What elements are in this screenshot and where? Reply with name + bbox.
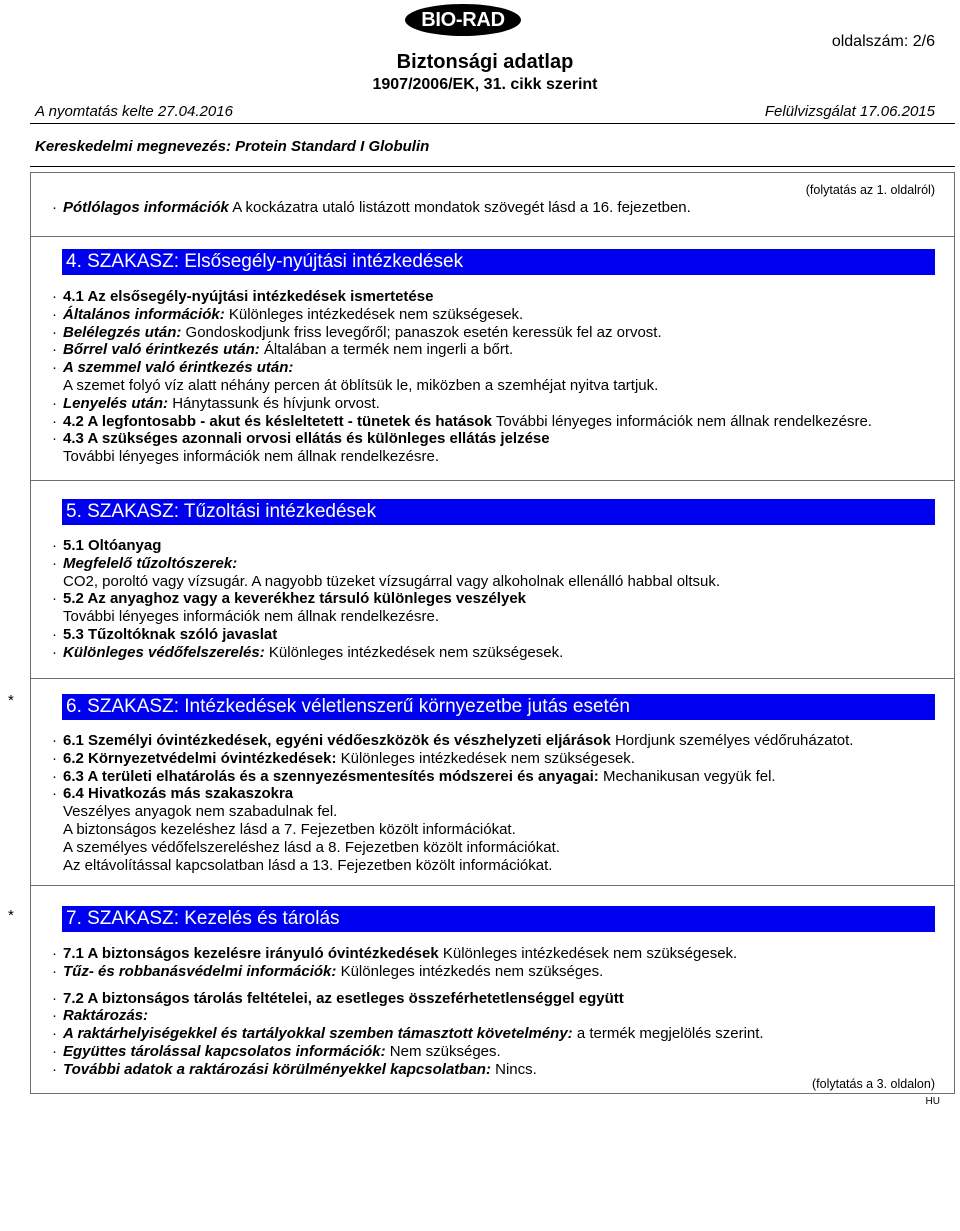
logo-text: BIO-RAD — [421, 9, 505, 31]
line-text: CO2, poroltó vagy vízsugár. A nagyobb tüzeket vízsugárral vagy alkoholnak ellenálló habbal oltsuk. — [63, 572, 721, 590]
line-text: A szemet folyó víz alatt néhány percen át öblítsük le, miközben a szemhéjat nyitva tartjuk. — [63, 376, 659, 394]
info-line — [31, 1061, 954, 1079]
line-text: Hánytassunk és hívjunk orvost. — [172, 394, 380, 412]
line-label: 6.4 Hivatkozás más szakaszokra — [63, 785, 294, 803]
section-header-bar — [62, 499, 935, 525]
bullet: · — [52, 199, 57, 216]
trade-name: Kereskedelmi megnevezés: Protein Standard I Globulin — [35, 138, 430, 155]
line-label: Általános információk: — [63, 305, 225, 323]
subsection-heading — [31, 732, 954, 750]
info-line — [31, 1025, 954, 1043]
section-body — [31, 199, 954, 217]
section-header-bar — [62, 249, 935, 275]
line-label: Pótlólagos információk — [63, 199, 229, 216]
subsection-heading — [31, 626, 954, 644]
bullet: · — [52, 341, 57, 359]
line-label: 5.2 Az anyaghoz vagy a keverékhez társuló különleges veszélyek — [63, 590, 527, 608]
subsection-heading — [31, 413, 954, 431]
subsection-heading — [31, 785, 954, 803]
line-label: Lenyelés után: — [63, 394, 169, 412]
line-label: A raktárhelyiségekkel és tartályokkal szemben támasztott követelmény: — [63, 1025, 573, 1043]
line-text: A személyes védőfelszereléshez lásd a 8. Fejezetben közölt információkat. — [63, 838, 560, 856]
line-label: 4.3 A szükséges azonnali orvosi ellátás és különleges ellátás jelzése — [63, 430, 550, 448]
line-text: Különleges intézkedés nem szükséges. — [340, 962, 604, 980]
line-label: 5.3 Tűzoltóknak szóló javaslat — [63, 625, 278, 643]
line-text: Általában a termék nem ingerli a bőrt. — [263, 341, 514, 359]
line-text: Az eltávolítással kapcsolatban lásd a 13. Fejezetben közölt információkat. — [63, 856, 553, 874]
continuation-line — [31, 377, 954, 395]
line-label: 6.2 Környezetvédelmi óvintézkedések: — [63, 749, 337, 767]
subsection-heading — [31, 990, 954, 1008]
line-label: Tűz- és robbanásvédelmi információk: — [63, 962, 337, 980]
bullet: · — [52, 288, 57, 305]
header-divider — [30, 166, 955, 167]
section-7 — [8, 885, 955, 1094]
line-label: További adatok a raktározási körülményekkel kapcsolatban: — [63, 1060, 491, 1078]
bullet: · — [52, 430, 57, 448]
line-label: Különleges védőfelszerelés: — [63, 643, 265, 661]
line-label: Megfelelő tűzoltószerek: — [63, 554, 238, 572]
section-header-bar — [62, 906, 935, 932]
bullet: · — [52, 1025, 57, 1043]
info-line — [31, 555, 954, 573]
document-title: Biztonsági adatlap — [396, 51, 574, 73]
info-line — [31, 1007, 954, 1025]
subsection-heading — [31, 430, 954, 448]
line-label: Belélegzés után: — [63, 323, 182, 341]
info-line — [31, 306, 954, 324]
bullet: · — [52, 394, 57, 412]
continuation-line — [31, 821, 954, 839]
bullet: · — [52, 989, 57, 1007]
section-body — [31, 537, 954, 662]
subsection-heading — [31, 288, 954, 306]
line-label: 4.2 A legfontosabb - akut és késleltetett - tünetek és hatások — [63, 412, 493, 430]
bullet: · — [52, 749, 57, 767]
bullet: · — [52, 625, 57, 643]
bio-rad-logo — [405, 4, 521, 36]
line-text: Különleges intézkedések nem szükségesek. — [442, 945, 738, 962]
line-text: Veszélyes anyagok nem szabadulnak fel. — [63, 803, 338, 821]
line-label: 4.1 Az elsősegély-nyújtási intézkedések ismertetése — [63, 288, 434, 305]
bullet: · — [52, 1007, 57, 1025]
continued-to-note: (folytatás a 3. oldalon) — [812, 1077, 935, 1091]
bullet: · — [52, 1060, 57, 1078]
bullet: · — [52, 554, 57, 572]
line-label: Bőrrel való érintkezés után: — [63, 341, 260, 359]
line-text: Nem szükséges. — [389, 1042, 501, 1060]
section-title: 6. SZAKASZ: Intézkedések véletlenszerű környezetbe jutás esetén — [66, 696, 630, 717]
bullet: · — [52, 732, 57, 749]
bullet: · — [52, 1042, 57, 1060]
line-text: További lényeges információk nem állnak rendelkezésre. — [63, 608, 440, 626]
line-text: Különleges intézkedések nem szükségesek. — [228, 305, 524, 323]
info-line — [31, 341, 954, 359]
section-title: 7. SZAKASZ: Kezelés és tárolás — [66, 908, 340, 929]
subsection-heading — [31, 537, 954, 555]
page-number: oldalszám: 2/6 — [831, 33, 935, 50]
bullet: · — [52, 785, 57, 803]
line-text: A kockázatra utaló listázott mondatok szövegét lásd a 16. fejezetben. — [232, 199, 691, 216]
spacer — [31, 981, 954, 990]
additional-info-line — [31, 199, 954, 217]
info-line — [31, 324, 954, 342]
line-label: 7.2 A biztonságos tárolás feltételei, az esetleges összeférhetetlenséggel együtt — [63, 989, 624, 1007]
subsection-heading — [31, 750, 954, 768]
line-label: Együttes tárolással kapcsolatos információk: — [63, 1042, 386, 1060]
line-label: Raktározás: — [63, 1007, 149, 1025]
print-date: A nyomtatás kelte 27.04.2016 — [35, 103, 233, 120]
section-title: 5. SZAKASZ: Tűzoltási intézkedések — [66, 501, 377, 522]
regulation-reference: 1907/2006/EK, 31. cikk szerint — [372, 76, 598, 93]
section-title: 4. SZAKASZ: Elsősegély-nyújtási intézkedések — [66, 251, 464, 272]
line-text: Különleges intézkedések nem szükségesek. — [340, 749, 635, 767]
line-text: További lényeges információk nem állnak rendelkezésre. — [63, 448, 440, 466]
continued-from-note: (folytatás az 1. oldalról) — [805, 183, 935, 197]
subsection-heading — [31, 590, 954, 608]
section-4 — [30, 236, 955, 480]
continuation-line — [31, 573, 954, 591]
section-header-bar — [62, 694, 935, 720]
line-text: Nincs. — [495, 1060, 537, 1078]
bullet: · — [52, 962, 57, 980]
subsection-heading — [31, 768, 954, 786]
info-line — [31, 395, 954, 413]
line-label: A szemmel való érintkezés után: — [63, 359, 294, 377]
revision-mark: * — [8, 692, 14, 709]
bullet: · — [52, 412, 57, 430]
section-body — [31, 288, 954, 466]
line-label: 6.1 Személyi óvintézkedések, egyéni védőeszközök és vészhelyzeti eljárások — [63, 732, 611, 749]
info-line — [31, 963, 954, 981]
revision-mark: * — [8, 907, 14, 924]
line-text: Gondoskodjunk friss levegőről; panaszok esetén keressük fel az orvost. — [185, 323, 662, 341]
bullet: · — [52, 590, 57, 608]
line-label: 5.1 Oltóanyag — [63, 537, 162, 554]
continuation-line — [31, 839, 954, 857]
info-line — [31, 359, 954, 377]
line-label: 6.3 A területi elhatárolás és a szennyezésmentesítés módszerei és anyagai: — [63, 767, 599, 785]
bullet: · — [52, 767, 57, 785]
bullet: · — [52, 945, 57, 962]
bullet: · — [52, 643, 57, 661]
bullet: · — [52, 359, 57, 377]
continuation-line — [31, 803, 954, 821]
section-5 — [30, 480, 955, 678]
line-text: Mechanikusan vegyük fel. — [602, 767, 776, 785]
bullet: · — [52, 323, 57, 341]
continuation-line — [31, 857, 954, 875]
line-text: a termék megjelölés szerint. — [576, 1025, 764, 1043]
info-line — [31, 644, 954, 662]
info-line — [31, 1043, 954, 1061]
section-body — [31, 732, 954, 874]
line-text: Különleges intézkedések nem szükségesek. — [268, 643, 564, 661]
bullet: · — [52, 305, 57, 323]
continuation-line — [31, 448, 954, 466]
additional-info-box — [30, 172, 955, 236]
line-text: Hordjunk személyes védőruházatot. — [614, 732, 854, 749]
revision-date: Felülvizsgálat 17.06.2015 — [764, 103, 935, 120]
line-label: 7.1 A biztonságos kezelésre irányuló óvintézkedések — [63, 945, 439, 962]
header-divider — [30, 123, 955, 124]
bullet: · — [52, 537, 57, 554]
continuation-line — [31, 608, 954, 626]
line-text: További lényeges információk nem állnak rendelkezésre. — [495, 412, 872, 430]
language-code: HU — [925, 1096, 940, 1107]
subsection-heading — [31, 945, 954, 963]
line-text: A biztonságos kezeléshez lásd a 7. Fejezetben közölt információkat. — [63, 820, 516, 838]
section-6 — [8, 678, 955, 885]
section-body — [31, 945, 954, 1079]
